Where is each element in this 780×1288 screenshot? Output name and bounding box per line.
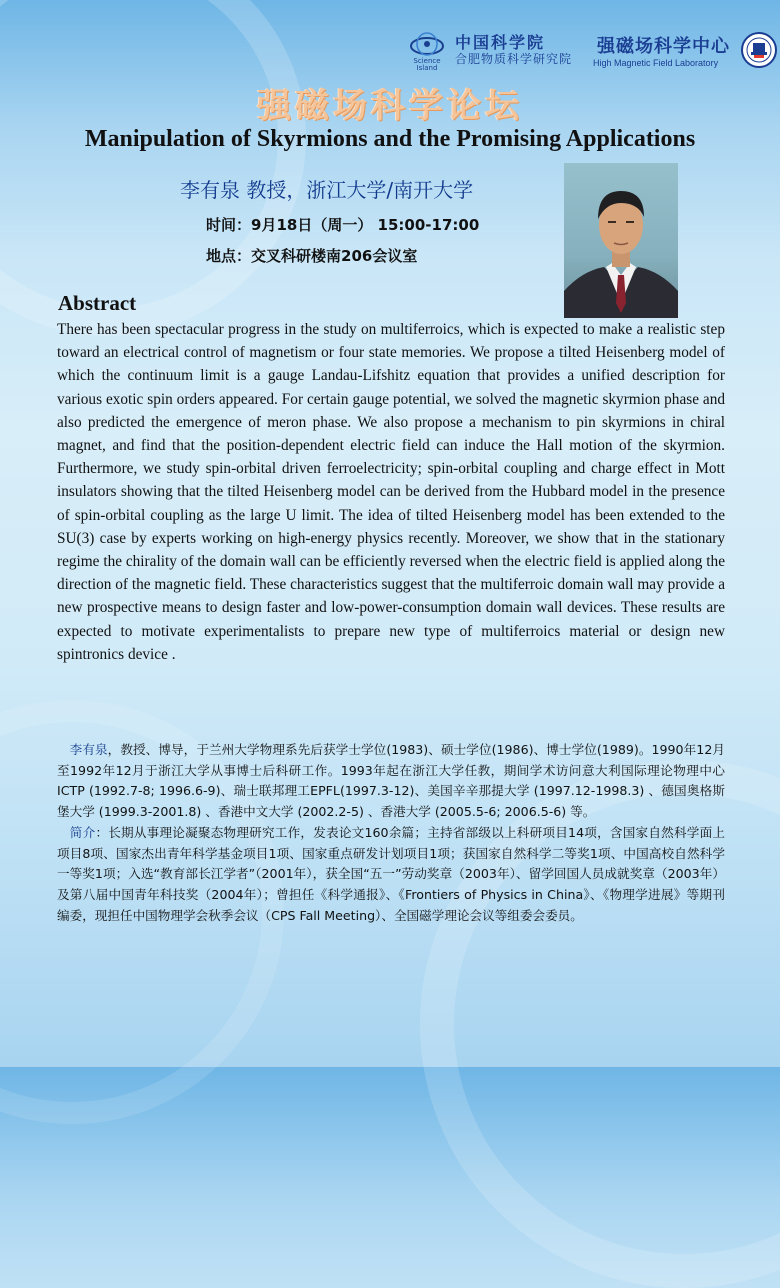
time-label: 时间： [206, 216, 252, 234]
lab-name-cn: 强磁场科学中心 [597, 36, 730, 57]
cas-name: 中国科学院 [455, 33, 546, 52]
cas-subname: 合肥物质科学研究院 [455, 52, 573, 66]
place-value: 交叉科研楼南206会议室 [251, 247, 418, 265]
speaker-name: 李有泉 [180, 178, 240, 202]
background-swirl [0, 0, 306, 336]
forum-title: 强磁场科学论坛 [257, 86, 523, 126]
speaker-bio [57, 740, 725, 926]
place-label: 地点： [206, 247, 252, 265]
bio-speaker-name: 李有泉 [69, 742, 108, 757]
speaker-line [180, 174, 473, 203]
science-island-label: Science Island [413, 57, 441, 72]
bio-intro-label: 简介 [69, 824, 96, 840]
bio-achievements: ：长期从事理论凝聚态物理研究工作，发表论文160余篇；主持省部级以上科研项目14项，含国家自然科学面上项目8项、国家杰出青年科学基金项目1项、国家重点研发计划项目1项；获国家自然科学二等奖1项、中国高校自然科学一等奖1项；入选“教育部长江学者”（2001年），获全国“五一”劳动奖章（2003年）、留学回国人员成就奖章（2003年）及第八届中国青年科技奖（2004年）；曾担任《科学通报》、《Frontiers of Physics in China》、《物理学进展》等期刊编委，现担任中国物理学会秋季会议（CPS Fall Meeting）、全国磁学理论会议等组委会委员。 [57, 824, 725, 923]
science-island-logo [405, 30, 449, 70]
abstract-heading: Abstract [58, 291, 137, 315]
speaker-affiliation: 教授，浙江大学/南开大学 [246, 178, 474, 202]
abstract-body: There has been spectacular progress in the study on multiferroics, which is expected to make a realistic step toward an electrical control of magnetism or four state memories. We propose a tilted Heisenberg model of which the continuum limit is a gauge Landau-Lifshitz equation that provides a unified description for various exotic spin orders appeared. For certain gauge potential, we solved the magnetic skyrmion phase and also predicted the emergence of meron phase. We also propose a mechanism to pin skyrmions in chiral magnet, and find that the position-dependent electric field can induce the Hall motion of the skyrmion. Furthermore, we study spin-orbital driven ferroelectricity; spin-orbital coupling and charge effect in Mott insulators showing that the tilted Heisenberg model can be derived from the Hubbard model in the presence of spin-orbital coupling as the large U limit. The idea of tilted Heisenberg model has been extended to the SU(3) case by experts working on high-energy physics recently. Moreover, we show that in the stationary regime the chirality of the domain wall can be efficiently reversed when the electric field is applied along the direction of the magnetic field. These characteristics suggest that the multiferroic domain wall may provide a new prospective means to design faster and low-power-consumption domain wall devices. These results are expected to motivate experimentalists to prepare new type of multiferroics material or design new spintronics device . [57, 321, 725, 663]
place-line [206, 245, 417, 266]
header-logos [405, 28, 777, 76]
lab-name-en: High Magnetic Field Laboratory [593, 58, 719, 68]
time-value: 9月18日（周一） 15:00-17:00 [251, 216, 480, 234]
time-line [206, 214, 479, 235]
speaker-photo [564, 163, 678, 318]
talk-title: Manipulation of Skyrmions and the Promising Applications [84, 126, 696, 152]
lab-seal-icon [741, 32, 777, 68]
bio-career: ，教授、博导，于兰州大学物理系先后获学士学位(1983)、硕士学位(1986)、博士学位(1989)。1990年12月至1992年12月于浙江大学从事博士后科研工作。1993年起在浙江大学任教，期间学术访问意大利国际理论物理中心ICTP (1992.7-8; 1996.6-9)、瑞士联邦理工EPFL(1997.3-12)、美国辛辛那提大学 (1997.12-1998.3) 、德国奥格斯堡大学 (1999.3-2001.8) 、香港中文大学 (2002.2-5) 、香港大学 (2005.5-6; 2006.5-6) 等。 [57, 742, 725, 820]
